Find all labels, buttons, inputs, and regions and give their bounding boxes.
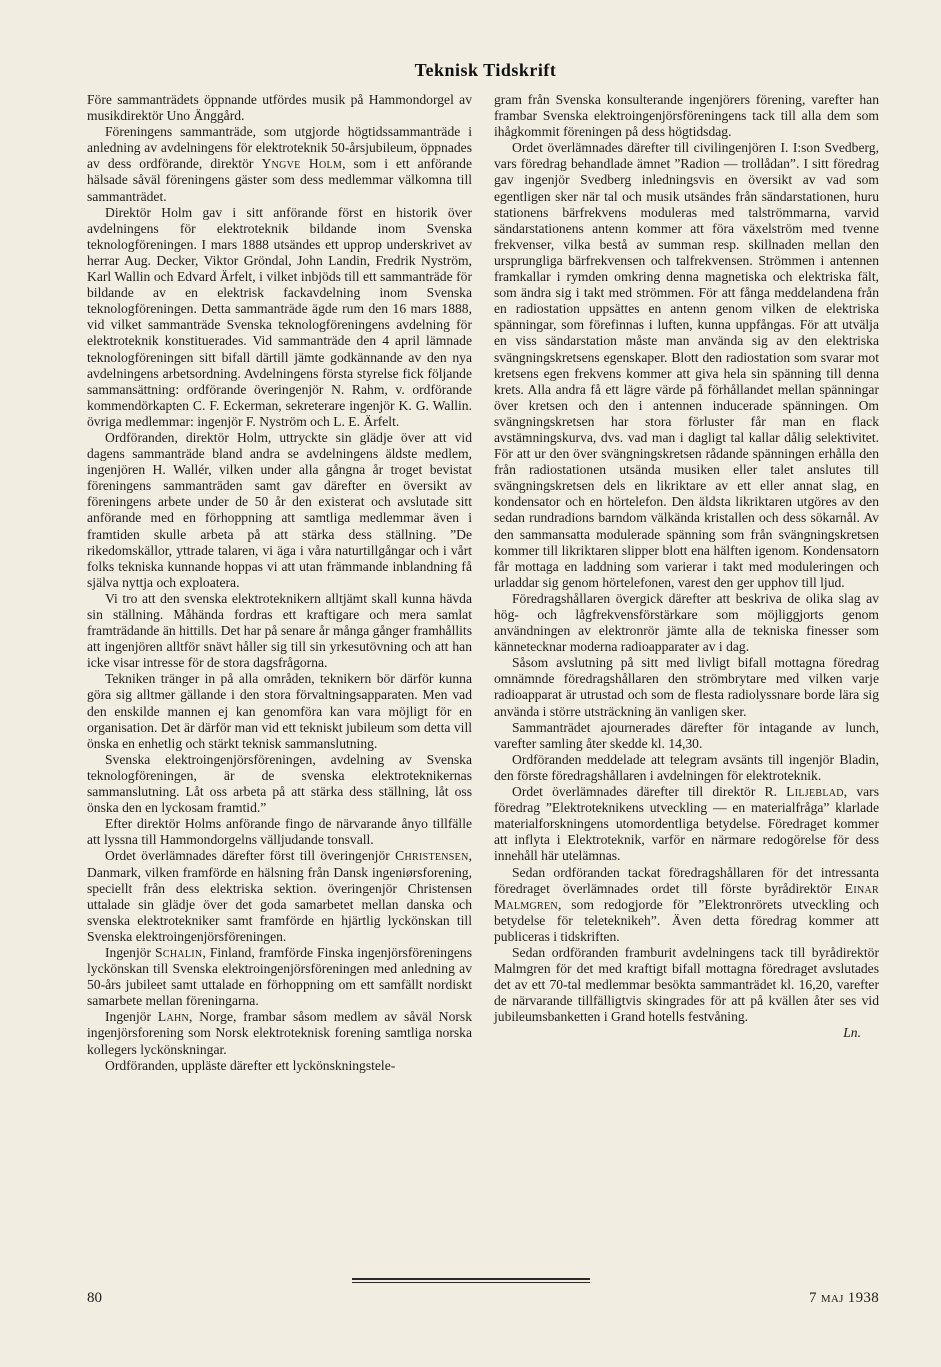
name-small-caps: Schalin — [155, 944, 203, 960]
paragraph — [494, 140, 879, 591]
issue-date: 7 maj 1938 — [808, 1290, 879, 1306]
paragraph: Ln. — [843, 1025, 861, 1041]
text-run: Ordet överlämnades därefter till civilingenjören I. I:son Svedberg — [512, 140, 876, 156]
text-run: , vars föredrag behandlade ämnet ”Radion — trollådan”. I sitt föredrag gav ingenjör Svedberg inledningsvis en översikt av vad som egentligen sker när tal och musik utsändes från sändarstationen, huru stationens bärfrekvens moduleras med talströmmarna, varvid sändarstationens antenn kommer att föra växelström med tvenne frekvenser, vilka bestå av summan resp. skillnaden mellan den ursprungliga bärfrekvensen och talfrekvensen. Strömmen i antennen framkallar i rymden omkring denna magnetiska och elektriska fält, som ändra sig i takt med strömmen. För att fånga meddelandena från en radiostation uppsättes en antenn genom vilken de elektriska spänningar, som förefinnas i luften, kunna uppfångas. För att utvälja en viss sändarstation måste man använda sig av den elektriska svängningskretsens egenskaper. Blott den radiostation som svarar mot kretsens egen frekvens kommer att giva hela sin spänning till denna krets. Alla andra få ett lägre värde på förhållandet mellan spänningar över kretsen och den i antennen inducerade spänningen. Om svängningskretsen har stora förluster får man en flack avstämningskurva, dvs. vad man i dagligt tal kallar dålig selektivitet. För att ur den över svängningskretsen rådande spänningen erhålla den från radiostationen utsända musiken eller talet anslutes till svängningskretsen dels en likriktare av ett eller annat slag, en kondensator och en hörtelefon. Den äldsta likriktaren utgöres av den sedan rundradions barndom välkända kristallen och dess sökarnål. Av den sammansatta modulerade spänning som från svängningskretsen kommer till likriktaren slipper blott ena hälften igenom. Kondensatorn får mottaga en laddning som varierar i takt med moduleringen och urladdar sig genom hörtelefonen, varest den ger upphov till ljud. — [494, 140, 879, 590]
text-run: , Danmark, vilken framförde en hälsning från Dansk ingeniørsforening, speciellt från dess elektriska sektion. överingenjör Christensen uttalade sin glädje över det goda samarbetet mellan danska och svenska elektrotekniker samt framförde en hjärtlig lyckönskan till Svenska elektroingenjörsföreningen. — [87, 848, 472, 944]
masthead-title: Teknisk Tidskrift — [414, 60, 557, 80]
paragraph — [494, 865, 879, 945]
paragraph: Tekniken tränger in på alla områden, teknikern bör därför kunna göra sig alltmer gällande i den stora förvaltningsapparaten. Men vad den enskilde mannen ej kan genomföra kan vara möjligt för en organisation. Det är därför man vid ett tekniskt jubileum som detta vill önska en enhetlig och stärkt teknisk sammanslutning. — [87, 671, 472, 751]
paragraph — [87, 1009, 472, 1057]
text-run: , vars föredrag ”Elektroteknikens utveckling — en materialfråga” klarlade materialforskningens utomordentliga betydelse. Föredraget kommer att inflyta i Elektroteknik, varför en närmare redogörelse för dess innehåll här utelämnas. — [494, 784, 879, 864]
paragraph — [87, 124, 472, 204]
footer-rule — [352, 1278, 590, 1283]
name-small-caps: Lahn — [157, 1009, 190, 1025]
paragraph: Ordföranden meddelade att telegram avsänts till ingenjör Bladin, den förste föredragshållaren i avdelningen för elektroteknik. — [494, 751, 879, 783]
text-run: Ordet överlämnades därefter till direktör R. — [512, 784, 787, 800]
paragraph — [87, 848, 472, 945]
paragraph: Direktör Holm gav i sitt anförande först en historik över avdelningens för elektroteknik bildande inom Svenska teknologföreningen. I mars 1888 utsändes ett upprop underskrivet av herrar Aug. Decker, Viktor Gröndal, John Landin, Fredrik Nyström, Karl Wallin och Edvard Ärfelt, i vilket inbjöds till ett sammanträde för bildande av en elektrisk fackavdelning inom Svenska teknologföreningen. Detta sammanträde ägde rum den 16 mars 1888, vid vilket sammanträde Svenska teknologföreningens avdelning för elektroteknik konstituerades. Vid sammanträde den 4 april lämnade teknologföreningen sitt bifall därtill jämte godkännande av den nya avdelningens arbetsordning. Avdelningens första styrelse fick följande sammansättning: ordförande överingenjör N. Rahm, v. ordförande kommendörkapten C. F. Eckerman, sekreterare ingenjör K. G. Wallin. övriga medlemmar: ingenjör F. Nyström och L. E. Ärfelt. — [87, 204, 472, 429]
name-small-caps: Einar Malmgren — [494, 880, 879, 912]
name-small-caps: Christensen — [395, 848, 469, 864]
text-run: , Norge, frambar såsom medlem av såväl Norsk ingenjörsforening som Norsk elektroteknisk forening samtliga norska kollegers lyckönskningar. — [87, 1009, 473, 1057]
paragraph: Vi tro att den svenska elektroteknikern alltjämt skall kunna hävda sin ställning. Måhända fordras ett kraftigare och mera samlat framträdande än hittills. Det har på senare år många gånger framhållits att ingenjören alltför snävt håller sig till sin yrkesutövning och att han icke visar intresse för de stora dagsfrågorna. — [87, 590, 472, 671]
paragraph: Ordföranden, direktör Holm, uttryckte sin glädje över att vid dagens sammanträde bland andra se avdelningens äldste medlem, ingenjören H. Wallér, vilken under alla gångna år troget bevistat föreningens sammanträden samt gav därefter en översikt av föreningens arbete under de 50 år den existerat och avslutade sitt anförande med en förhoppning att samtliga medlemmar även i framtiden skulle arbeta på att stärka dess ställning. ”De rikedomskällor, yttrade talaren, vi äga i våra naturtillgångar och i vårt folks tekniska kunnande hoppas vi att utan främmande inblandning få själva nyttja och exploatera. — [87, 429, 472, 590]
text-run: Ingenjör — [105, 1009, 158, 1025]
paragraph: Sammanträdet ajournerades därefter för intagande av lunch, varefter samling åter skedde kl. 14,30. — [494, 719, 879, 751]
paragraph — [494, 784, 879, 864]
paragraph: Efter direktör Holms anförande fingo de närvarande ånyo tillfälle att lyssna till Hammondorgelns välljudande tonsvall. — [87, 816, 472, 848]
paragraph: gram från Svenska konsulterande ingenjörers förening, varefter han frambar Svenska elektroingenjörsföreningens tack till alla dem som ihågkommit föreningen på dess högtidsdag. — [494, 92, 879, 140]
paragraph: Ordföranden, uppläste därefter ett lyckönskningstele- — [105, 1057, 396, 1073]
page-number: 80 — [87, 1290, 102, 1306]
text-run: Ordet överlämnades därefter först till överingenjör — [105, 848, 396, 864]
text-run: Ingenjör — [105, 944, 156, 960]
text-run: , Finland, framförde Finska ingenjörsföreningens lyckönskan till Svenska elektroingenjörsföreningen med anledning av 50-års jubileet samt uttalade en förhoppning om ett samfällt nordiskt samarbete mellan föreningarna. — [87, 944, 472, 1009]
right-text-column — [494, 92, 879, 1042]
text-run: Sedan ordföranden tackat föredragshållaren för det intressanta föredraget överlämnades ordet till förste byrådirektör — [494, 864, 879, 896]
paragraph: Sedan ordföranden framburit avdelningens tack till byrådirektör Malmgren för det med kraftigt bifall mottagna föredraget avslutades det av ett 70-tal medlemmar besökta sammanträdet kl. 16,20, varefter de närvarande tillfälligtvis skingrades för att på kvällen åter ses vid jubileumsbanketten i Grand hotells festvåning. — [494, 944, 879, 1025]
paragraph: Svenska elektroingenjörsföreningen, avdelning av Svenska teknologföreningen, är de svenska elektroteknikernas sammanslutning. Låt oss arbeta på att stärka dess ställning, låt oss önska den en lyckosam framtid.” — [87, 751, 472, 816]
text-run: , som i ett anförande hälsade såväl föreningens gäster som dess medlemmar välkomna till sammanträdet. — [87, 156, 473, 204]
name-small-caps: Yngve Holm — [261, 156, 343, 172]
text-run: Föreningens sammanträde, som utgjorde högtidssammanträde i anledning av avdelningens för elektroteknik 50-årsjubileum, öppnades av dess ordförande, direktör — [87, 124, 472, 172]
name-small-caps: Liljeblad — [786, 784, 844, 800]
paragraph: Före sammanträdets öppnande utfördes musik på Hammondorgel av musikdirektör Uno Änggård. — [87, 92, 472, 124]
paragraph — [87, 945, 472, 1009]
left-text-column — [87, 92, 472, 1074]
paragraph: Såsom avslutning på sitt med livligt bifall mottagna föredrag omnämnde föredragshållaren den strömbrytare med vilken varje radioapparat är utrustad och som de flesta radiolyssnare borde lära sig använda i större utsträckning än vanligen sker. — [494, 655, 879, 719]
paragraph: Föredragshållaren övergick därefter att beskriva de olika slag av hög- och lågfrekvensförstärkare som möjliggjorts genom användningen av elektronrör jämte alla de tekniska finesser som kännetecknar moderna radioapparater av i dag. — [494, 590, 879, 655]
text-run: , som redogjorde för ”Elektronrörets utveckling och betydelse för teleteknikeh”. Även detta föredrag kommer att publiceras i tidskriften. — [494, 896, 879, 944]
